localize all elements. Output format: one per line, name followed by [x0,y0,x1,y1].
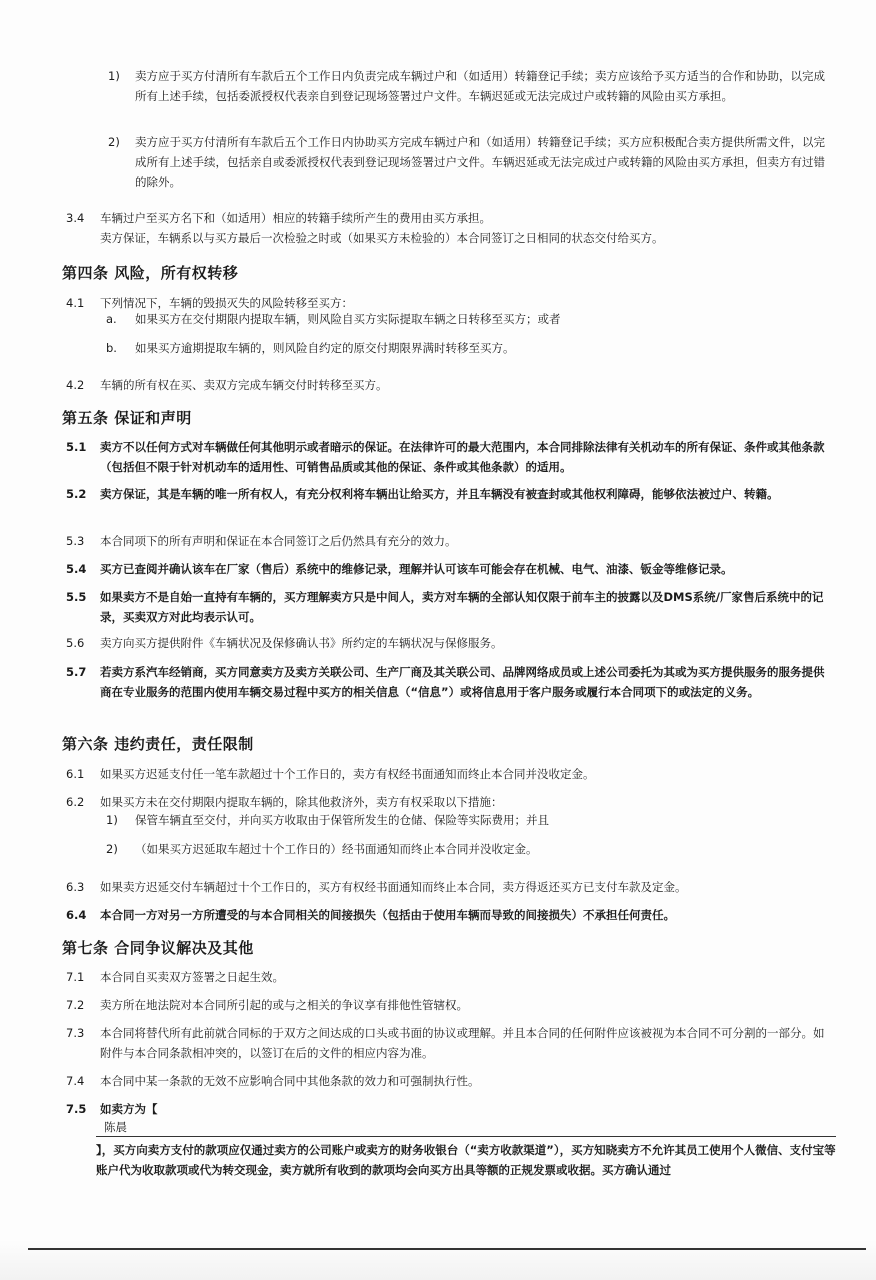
clause-number: 5.7 [66,665,87,679]
clause-number: 1) [106,813,118,827]
clause-text: 车辆的所有权在买、卖双方完成车辆交付时转移至买方。 [100,378,388,392]
clause-text: 卖方保证，其是车辆的唯一所有权人，有充分权利将车辆出让给买方，并且车辆没有被查封或其他权利障碍，能够依法被过户、转籍。 [100,487,779,501]
clause-text: 卖方所在地法院对本合同所引起的或与之相关的争议享有排他性管辖权。 [100,998,468,1012]
clause-text: 如果卖方迟延交付车辆超过十个工作日的，买方有权经书面通知而终止本合同，卖方得返还买方已支付车款及定金。 [100,880,687,894]
clause-number: 7.5 [66,1102,87,1116]
clause-number: b. [106,341,117,355]
clause-text: 卖方应于买方付清所有车款后五个工作日内负责完成车辆过户和（如适用）转籍登记手续；卖方应该给予买方适当的合作和协助，以完成所有上述手续，包括委派授权代表亲自到登记现场签署过户文件。车辆迟延或无法完成过户或转籍的风险由买方承担。 [135,69,825,103]
clause-text: 保管车辆直至交付，并向买方收取由于保管所发生的仓储、保险等实际费用；并且 [135,813,549,827]
clause-number: 7.3 [66,1026,85,1040]
section-heading: 第六条 违约责任，责任限制 [62,735,254,753]
clause-text: 如果买方未在交付期限内提取车辆的，除其他救济外，卖方有权采取以下措施： [100,795,503,809]
clause-text: 买方已查阅并确认该车在厂家（售后）系统中的维修记录，理解并认可该车可能会存在机械、电气、油漆、钣金等维修记录。 [100,562,733,576]
clause-text: 如果买方在交付期限内提取车辆，则风险自买方实际提取车辆之日转移至买方；或者 [135,312,561,326]
page-shade [0,1240,876,1280]
clause-number: 6.3 [66,880,85,894]
clause-text: 卖方向买方提供附件《车辆状况及保修确认书》所约定的车辆状况与保修服务。 [100,636,503,650]
clause-number: 5.3 [66,534,85,548]
clause-number: 4.2 [66,378,85,392]
section-heading: 第四条 风险，所有权转移 [62,264,239,282]
clause-text: 如果买方迟延支付任一笔车款超过十个工作日的，卖方有权经书面通知而终止本合同并没收定金。 [100,767,595,781]
clause-number: 3.4 [66,211,85,225]
clause-number: 6.2 [66,795,85,809]
clause-number: 5.1 [66,440,87,454]
clause-text: 本合同一方对另一方所遭受的与本合同相关的间接损失（包括由于使用车辆而导致的间接损失）不承担任何责任。 [100,908,675,922]
clause-number: 5.6 [66,636,85,650]
clause-text: 卖方应于买方付清所有车款后五个工作日内协助买方完成车辆过户和（如适用）转籍登记手续；买方应积极配合卖方提供所需文件，以完成所有上述手续，包括亲自或委派授权代表到登记现场签署过户文件。车辆迟延或无法完成过户或转籍的风险由买方承担，但卖方有过错的除外。 [135,135,825,189]
clause-number: 5.4 [66,562,87,576]
clause-number: 6.1 [66,767,85,781]
clause-text: 卖方不以任何方式对车辆做任何其他明示或者暗示的保证。在法律许可的最大范围内，本合同排除法律有关机动车的所有保证、条件或其他条款（包括但不限于针对机动车的适用性、可销售品质或其他的保证、条件或其他条款）的适用。 [100,440,825,474]
clause-number: 4.1 [66,296,85,310]
clause-text: 如果买方逾期提取车辆的，则风险自约定的原交付期限界满时转移至买方。 [135,341,515,355]
clause-number: 7.2 [66,998,85,1012]
underline [96,1136,836,1137]
seller-name: 陈晨 [104,1120,127,1134]
clause-text: 本合同自买卖双方签署之日起生效。 [100,970,284,984]
clause-number: 1) [108,69,120,83]
section-heading: 第七条 合同争议解决及其他 [62,939,254,957]
clause-number: 7.1 [66,970,85,984]
clause-text: 】，买方向卖方支付的款项应仅通过卖方的公司账户或卖方的财务收银台（“卖方收款渠道”），买方知晓卖方不允许其员工使用个人微信、支付宝等账户代为收取款项或代为转交现金，卖方就所有收到的款项均会向买方出具等额的正规发票或收据。买方确认通过 [96,1143,836,1177]
clause-number: 5.5 [66,590,87,604]
clause-text: 车辆过户至买方名下和（如适用）相应的转籍手续所产生的费用由买方承担。 [100,211,491,225]
clause-number: 2) [106,842,118,856]
clause-text: 如卖方为【 [100,1102,158,1116]
clause-text: （如果买方迟延取车超过十个工作日的）经书面通知而终止本合同并没收定金。 [135,842,538,856]
clause-text: 本合同将替代所有此前就合同标的于双方之间达成的口头或书面的协议或理解。并且本合同的任何附件应该被视为本合同不可分割的一部分。如附件与本合同条款相冲突的，以签订在后的文件的相应内容为准。 [100,1026,825,1060]
page-bottom-rule [28,1248,866,1250]
clause-text: 本合同中某一条款的无效不应影响合同中其他条款的效力和可强制执行性。 [100,1074,480,1088]
clause-number: 5.2 [66,487,87,501]
clause-text: 下列情况下，车辆的毁损灭失的风险转移至买方： [100,296,353,310]
clause-number: 7.4 [66,1074,85,1088]
section-heading: 第五条 保证和声明 [62,409,192,427]
clause-text: 卖方保证，车辆系以与买方最后一次检验之时或（如果买方未检验的）本合同签订之日相同的状态交付给买方。 [100,231,664,245]
clause-number: 2) [108,135,120,149]
clause-number: a. [106,312,117,326]
clause-text: 本合同项下的所有声明和保证在本合同签订之后仍然具有充分的效力。 [100,534,457,548]
clause-number: 6.4 [66,908,87,922]
clause-text: 若卖方系汽车经销商，买方同意卖方及卖方关联公司、生产厂商及其关联公司、品牌网络成员或上述公司委托为其或为买方提供服务的服务提供商在专业服务的范围内使用车辆交易过程中买方的相关信息（“信息”）或将信息用于客户服务或履行本合同项下的或法定的义务。 [100,665,825,699]
clause-text: 如果卖方不是自始一直持有车辆的，买方理解卖方只是中间人，卖方对车辆的全部认知仅限于前车主的披露以及DMS系统/厂家售后系统中的记录，买卖双方对此均表示认可。 [100,590,824,624]
